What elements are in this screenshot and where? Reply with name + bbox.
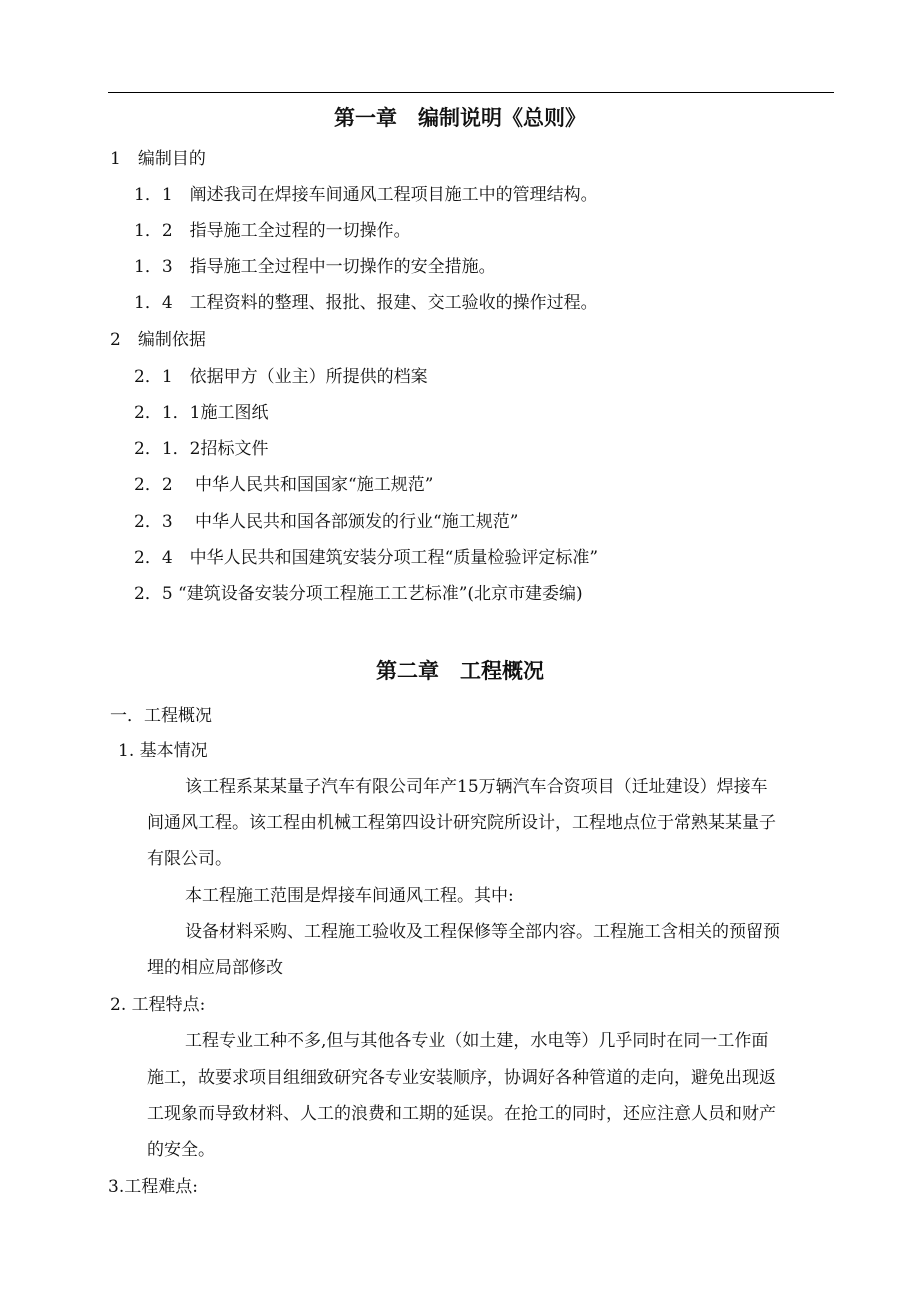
list-item: 2．1．2招标文件 xyxy=(134,439,269,459)
basic-info-title: 1. 基本情况 xyxy=(118,741,208,761)
difficulties-title: 3.工程难点: xyxy=(108,1177,198,1197)
list-item: 2．1 依据甲方（业主）所提供的档案 xyxy=(134,367,428,387)
list-item: 1．4 工程资料的整理、报批、报建、交工验收的操作过程。 xyxy=(134,293,598,313)
section-2-title: 2 编制依据 xyxy=(110,330,206,350)
overview-title: 一．工程概况 xyxy=(110,706,212,726)
list-item: 1．1 阐述我司在焊接车间通风工程项目施工中的管理结构。 xyxy=(134,185,598,205)
list-item: 1．3 指导施工全过程中一切操作的安全措施。 xyxy=(134,257,496,277)
list-item: 2．1．1施工图纸 xyxy=(134,403,269,423)
list-item: 2．5 “建筑设备安装分项工程施工工艺标准”(北京市建委编) xyxy=(134,584,583,604)
list-item: 1．2 指导施工全过程的一切操作。 xyxy=(134,221,411,241)
section-1-title: 1 编制目的 xyxy=(110,149,206,169)
paragraph-line: 施工，故要求项目组细致研究各专业安装顺序，协调好各种管道的走向，避免出现返 xyxy=(147,1068,776,1088)
paragraph-line: 有限公司。 xyxy=(147,849,232,869)
paragraph-line: 设备材料采购、工程施工验收及工程保修等全部内容。工程施工含相关的预留预 xyxy=(185,922,780,942)
chapter-1-title: 第一章 编制说明《总则》 xyxy=(334,106,586,130)
paragraph-line: 该工程系某某量子汽车有限公司年产15万辆汽车合资项目（迁址建设）焊接车 xyxy=(185,777,768,797)
list-item: 2．2 中华人民共和国国家“施工规范” xyxy=(134,475,434,495)
chapter-2-title: 第二章 工程概况 xyxy=(376,659,544,683)
header-rule xyxy=(108,92,834,93)
paragraph-line: 间通风工程。该工程由机械工程第四设计研究院所设计，工程地点位于常熟某某量子 xyxy=(147,813,776,833)
features-title: 2. 工程特点: xyxy=(110,995,206,1015)
paragraph-line: 埋的相应局部修改 xyxy=(147,958,283,978)
paragraph-line: 的安全。 xyxy=(147,1140,215,1160)
paragraph-line: 工现象而导致材料、人工的浪费和工期的延误。在抢工的同时，还应注意人员和财产 xyxy=(147,1104,776,1124)
paragraph-line: 工程专业工种不多,但与其他各专业（如土建，水电等）几乎同时在同一工作面 xyxy=(185,1031,769,1051)
list-item: 2．3 中华人民共和国各部颁发的行业“施工规范” xyxy=(134,512,519,532)
paragraph-line: 本工程施工范围是焊接车间通风工程。其中: xyxy=(185,886,514,906)
list-item: 2．4 中华人民共和国建筑安装分项工程“质量检验评定标准” xyxy=(134,548,599,568)
